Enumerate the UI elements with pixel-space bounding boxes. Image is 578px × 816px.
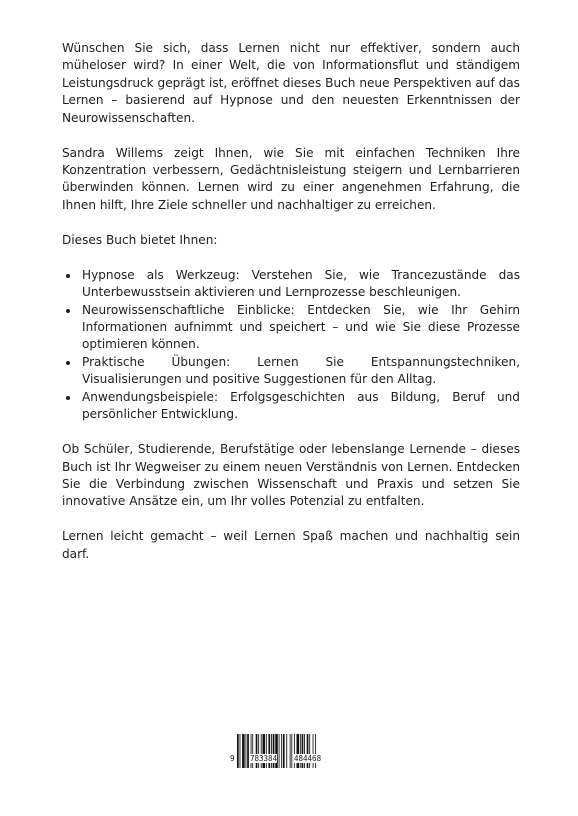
closing-line: Lernen leicht gemacht – weil Lernen Spaß machen und nachhaltig sein darf. [62, 529, 520, 561]
offer-heading: Dieses Buch bietet Ihnen: [62, 232, 218, 247]
list-item [62, 389, 520, 424]
barcode-first-digit: 9 [230, 754, 235, 763]
intro-paragraph: Wünschen Sie sich, dass Lernen nicht nur effektiver, sondern auch müheloser wird? In einer Welt, die von Informationsflut und ständigem Leistungsdruck geprägt ist, eröffnet dieses Buch neue Perspektiven auf das Lernen – basierend auf Hypnose und den neuesten Erkenntnissen der Neurowissenschaften. [62, 41, 520, 125]
bullet-dot-icon [66, 309, 70, 313]
bullet-dot-icon [66, 396, 70, 400]
barcode-left-digits: 783384 [250, 754, 278, 763]
bullet-dot-icon [66, 274, 70, 278]
list-item-text: Neurowissenschaftliche Einblicke: Entdecken Sie, wie Ihr Gehirn Informationen aufnimmt und speichert – und wie Sie diese Prozesse optimieren können. [82, 302, 520, 352]
list-item-text: Praktische Übungen: Lernen Sie Entspannungstechniken, Visualisierungen und positive Suggestionen für den Alltag. [82, 354, 520, 387]
list-item-text: Hypnose als Werkzeug: Verstehen Sie, wie Trancezustände das Unterbewusstsein aktivieren und Lernprozesse beschleunigen. [82, 267, 520, 300]
list-item [62, 302, 520, 354]
author-paragraph: Sandra Willems zeigt Ihnen, wie Sie mit einfachen Techniken Ihre Konzentration verbessern, Gedächtnisleistung steigern und Lernbarrieren überwinden können. Lernen wird zu einer angenehmen Erfahrung, die Ihnen hilft, Ihre Ziele schneller und nachhaltiger zu erreichen. [62, 145, 520, 212]
barcode-right-digits: 484468 [294, 754, 322, 763]
list-item [62, 267, 520, 302]
back-cover-text [62, 40, 520, 581]
bullet-dot-icon [66, 361, 70, 365]
list-item [62, 354, 520, 389]
list-item-text: Anwendungsbeispiele: Erfolgsgeschichten aus Bildung, Beruf und persönlicher Entwicklung. [82, 389, 520, 422]
benefits-list [62, 267, 520, 424]
audience-paragraph: Ob Schüler, Studierende, Berufstätige oder lebenslange Lernende – dieses Buch ist Ihr Wegweiser zu einem neuen Verständnis von Lernen. Entdecken Sie die Verbindung zwischen Wissenschaft und Praxis und setzen Sie innovative Ansätze ein, um Ihr volles Potenzial zu entfalten. [62, 442, 520, 509]
